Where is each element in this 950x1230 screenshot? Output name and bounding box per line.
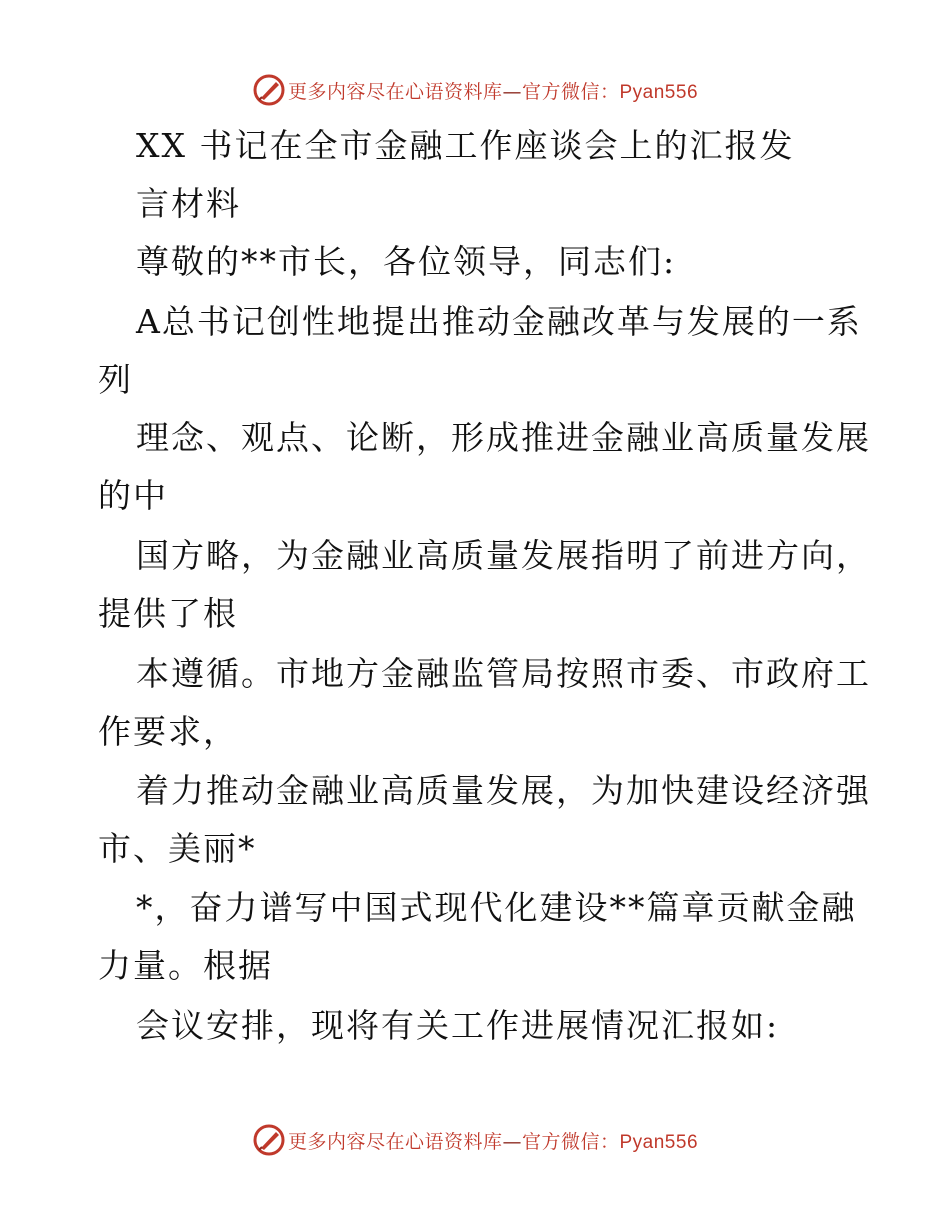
- paragraph-line: 着力推动金融业高质量发展，为加快建设经济强: [136, 771, 871, 810]
- paragraph-line: 提供了根: [98, 594, 238, 633]
- paragraph-line: 的中: [98, 476, 168, 515]
- watermark-text: [288, 77, 698, 104]
- quill-pen-logo-icon: [252, 73, 286, 107]
- paragraph-line: 列: [98, 360, 133, 399]
- watermark-official: 官方微信：: [521, 80, 620, 103]
- paragraph-line: 作要求，: [98, 712, 238, 751]
- watermark-main: 更多内容尽在心语资料库: [287, 1130, 503, 1153]
- document-title-line-2: 言材料: [136, 184, 241, 223]
- header-watermark: [0, 70, 950, 110]
- document-title-line-1: XX 书记在全市金融工作座谈会上的汇报发: [136, 126, 795, 165]
- paragraph-line: 力量。根据: [98, 946, 273, 985]
- paragraph-line: 市、美丽*: [98, 829, 257, 868]
- salutation: 尊敬的**市长，各位领导，同志们:: [136, 242, 677, 281]
- paragraph-line: 本遵循。市地方金融监管局按照市委、市政府工: [136, 654, 871, 693]
- paragraph-line: 理念、观点、论断，形成推进金融业高质量发展: [136, 418, 871, 457]
- footer-watermark: [0, 1120, 950, 1160]
- watermark-handle: Pyan556: [619, 81, 699, 103]
- watermark-handle: Pyan556: [619, 1131, 699, 1153]
- quill-pen-logo-icon: [252, 1123, 286, 1157]
- watermark-main: 更多内容尽在心语资料库: [287, 80, 503, 103]
- paragraph-line: A总书记创性地提出推动金融改革与发展的一系: [136, 302, 862, 341]
- watermark-separator: —: [502, 1130, 522, 1153]
- paragraph-line: *，奋力谱写中国式现代化建设**篇章贡献金融: [136, 888, 857, 927]
- watermark-text: [288, 1127, 698, 1154]
- paragraph-line: 会议安排，现将有关工作进展情况汇报如:: [136, 1006, 780, 1045]
- watermark-separator: —: [502, 80, 522, 103]
- watermark-official: 官方微信：: [521, 1130, 620, 1153]
- paragraph-line: 国方略，为金融业高质量发展指明了前进方向，: [136, 536, 871, 575]
